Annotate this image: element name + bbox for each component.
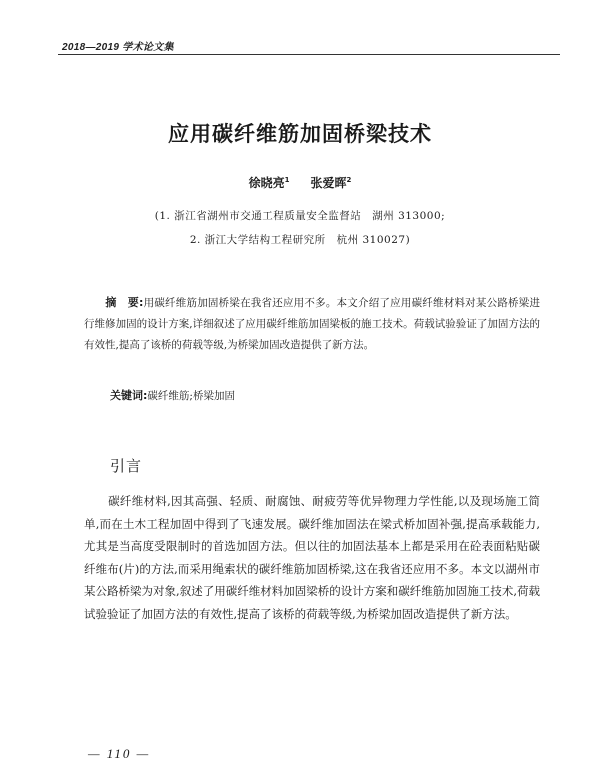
affiliation-line: (1. 浙江省湖州市交通工程质量安全监督站 湖州 313000; (154, 210, 446, 222)
page-number: — 110 — (88, 746, 151, 761)
abstract-text: 用碳纤维筋加固桥梁在我省还应用不多。本文介绍了应用碳纤维材料对某公路桥梁进行维修加固的设计方案,详细叙述了应用碳纤维筋加固梁板的施工技术。荷载试验验证了加固方法的有效性,提高了该桥的荷载等级,为桥梁加固改造提供了新方法。 (84, 297, 540, 351)
affiliation-line: 2. 浙江大学结构工程研究所 杭州 310027) (189, 234, 411, 246)
author-affiliation-mark: 2 (346, 176, 352, 184)
abstract-label: 摘 要: (105, 296, 144, 309)
keywords-label: 关键词: (110, 389, 148, 402)
running-header: 2018—2019 学术论文集 (62, 42, 174, 53)
paper-title: 应用碳纤维筋加固桥梁技术 (168, 122, 432, 146)
body-text (84, 490, 540, 626)
author-list (0, 174, 600, 191)
affiliations (0, 204, 600, 252)
keywords-text: 碳纤维筋;桥梁加固 (147, 390, 235, 402)
section-heading: 引言 (110, 457, 143, 475)
body-paragraph: 碳纤维材料,因其高强、轻质、耐腐蚀、耐疲劳等优异物理力学性能,以及现场施工简单,而在土木工程加固中得到了飞速发展。碳纤维加固法在梁式桥加固补强,提高承载能力,尤其是当高度受限制时的首选加固方法。但以往的加固法基本上都是采用在砼表面粘贴碳纤维布(片)的方法,而采用绳索状的碳纤维筋加固桥梁,这在我省还应用不多。本文以湖州市某公路桥梁为对象,叙述了用碳纤维材料加固梁桥的设计方案和碳纤维筋加固施工技术,荷载试验验证了加固方法的有效性,提高了该桥的荷载等级,为桥梁加固改造提供了新方法。 (84, 494, 540, 621)
keywords (110, 385, 235, 407)
author-name: 张爱晖 (310, 176, 347, 190)
abstract (84, 292, 540, 356)
header-rule (58, 54, 560, 55)
author-name: 徐晓亮 (248, 176, 285, 190)
author-affiliation-mark: 1 (284, 176, 290, 184)
